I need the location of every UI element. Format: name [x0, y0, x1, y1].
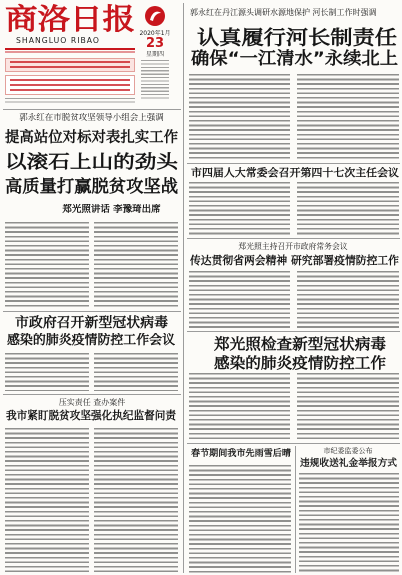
issue-date-block [138, 3, 172, 103]
article-body-text [5, 353, 89, 391]
article-headline-text: 违规收送礼金举报方式 [300, 458, 397, 469]
promo-banner [5, 58, 135, 72]
article-headline [5, 129, 178, 147]
article-body-text [5, 428, 89, 572]
article-body-text [189, 373, 290, 440]
article-headline-text: 郑光照检查新型冠状病毒 [214, 335, 386, 353]
article-kicker [44, 398, 140, 408]
article-river-chief [188, 4, 400, 162]
article-body-text [297, 373, 399, 440]
article-headline-text: 我市紧盯脱贫攻坚强化执纪监督问责 [6, 409, 176, 422]
masthead-red-rule [5, 48, 135, 50]
article-rule [295, 446, 296, 573]
article-headline [6, 409, 176, 423]
article-body-text [189, 271, 290, 329]
article-kicker [190, 8, 398, 18]
promo-banner-text [10, 79, 130, 92]
article-rule [3, 394, 181, 395]
issue-day-text: 23 [145, 37, 165, 51]
issue-day [138, 37, 172, 51]
article-body-text [297, 271, 399, 329]
article-headline-text: 以滚石上山的劲头 [5, 152, 178, 173]
article-epidemic-inspection [188, 333, 400, 441]
issue-year-month-text: 2020年1月 [139, 30, 171, 37]
article-rule [187, 238, 400, 239]
article-kicker-text: 压实责任 查办案件 [58, 398, 126, 407]
article-headline [191, 167, 399, 180]
article-kicker [228, 242, 358, 252]
masthead-fine-print [5, 98, 135, 105]
article-headline-text: 认真履行河长制责任 [197, 27, 397, 48]
article-body-text [299, 473, 399, 573]
article-rule [187, 163, 400, 164]
article-headline [197, 27, 397, 48]
article-spring-weather [188, 445, 294, 574]
issue-year-month [138, 30, 172, 37]
article-headline [5, 152, 178, 174]
article-kicker-text: 市纪委监委公布 [323, 447, 373, 455]
article-headline-text: 感染的肺炎疫情防控工作 [214, 354, 386, 372]
article-byline-text: 郑光照讲话 李豫琦出席 [62, 204, 161, 215]
article-headline [190, 254, 399, 268]
article-rule [3, 311, 181, 312]
article-executive-meeting [188, 240, 400, 330]
article-kicker-text: 郭永红在丹江源头调研水源地保护 河长制工作时强调 [190, 8, 377, 17]
promo-banner-text [10, 61, 130, 70]
article-body-text [297, 74, 399, 160]
article-poverty-leadership [4, 110, 180, 309]
article-headline [214, 335, 386, 353]
article-kicker-text: 郑光照主持召开市政府常务会议 [238, 242, 348, 251]
article-headline-text: 确保“一江清水”永续北上 [191, 49, 398, 69]
article-headline [15, 315, 168, 331]
article-headline-text: 春节期间我市先雨雪后晴 [191, 449, 291, 459]
issue-weekday-text: 星期四 [145, 51, 164, 58]
article-headline-text: 感染的肺炎疫情防控工作会议 [7, 333, 175, 348]
article-headline-text: 市四届人大常委会召开第四十七次主任会议 [191, 167, 399, 179]
article-discipline-accountability [4, 396, 180, 574]
article-headline [191, 448, 291, 460]
article-kicker-text: 郭永红在市脱贫攻坚领导小组会上强调 [19, 113, 164, 123]
article-headline-text: 市政府召开新型冠状病毒 [15, 315, 168, 331]
masthead [0, 0, 182, 108]
article-body-text [189, 74, 290, 160]
article-headline [191, 49, 398, 70]
article-body-text [189, 182, 290, 236]
article-headline-text: 传达贯彻省两会精神 研究部署疫情防控工作 [190, 254, 399, 267]
article-headline [7, 333, 175, 349]
article-kicker [300, 447, 396, 456]
article-headline-text: 高质量打赢脱贫攻坚战 [5, 177, 178, 197]
article-body-text [94, 428, 178, 572]
newspaper-emblem-icon [144, 5, 166, 27]
article-body-text [297, 182, 399, 236]
article-headline [214, 354, 386, 372]
issue-fine-print [141, 60, 169, 100]
article-body-text [94, 353, 178, 391]
promo-banner [5, 75, 135, 95]
article-rule [187, 443, 400, 444]
article-headline [5, 177, 178, 198]
article-headline-text: 提高站位对标对表扎实工作 [5, 130, 178, 146]
masthead-info-line [5, 51, 135, 54]
column-divider [183, 3, 184, 573]
masthead-title-text: 商洛日报 [5, 3, 135, 36]
article-npc-directors [188, 165, 400, 237]
newspaper-emblem-icon-svg [144, 5, 166, 27]
article-body-text [189, 465, 291, 573]
article-kicker [5, 113, 178, 124]
masthead-latin-text: SHANGLUO RIBAO [16, 36, 100, 45]
article-gift-money-report [297, 445, 400, 574]
article-body-text [94, 222, 178, 308]
article-epidemic-meeting [4, 313, 180, 392]
article-byline [45, 204, 178, 215]
article-headline [300, 457, 397, 470]
masthead-title [5, 3, 135, 36]
issue-weekday [138, 51, 172, 58]
masthead-latin-title [16, 36, 100, 45]
article-body-text [5, 222, 89, 308]
article-rule [187, 331, 400, 332]
